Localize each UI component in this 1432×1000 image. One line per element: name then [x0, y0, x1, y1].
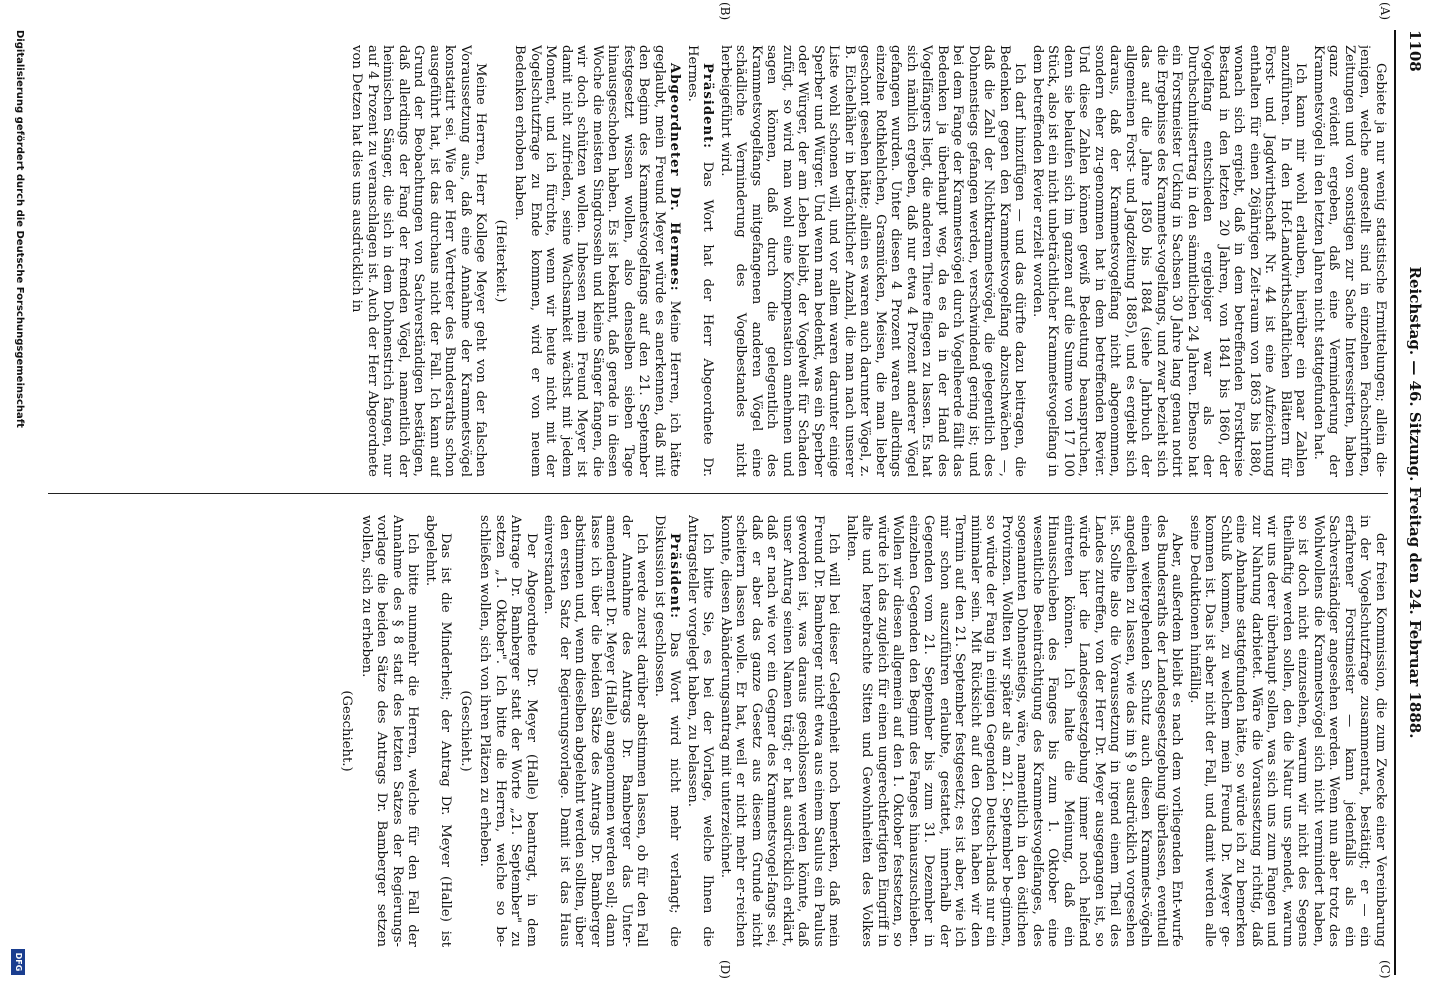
paragraph: Ich darf hinzufügen — und das dürfte dazu beitragen, die Bedenken gegen den Krammetsvogelfang abzuschwächen —, daß die Zahl der Nichtkrammetsvögel, die gelegentlich des Dohnenstiegs gefangen werden, verschwindend gering ist; und bei dem Fange der Krammetsvögel durch Vogelheerde fällt das Bedenken ja überhaupt weg, da es da in der Hand des Vogelfängers liegt, die anderen Thiere fliegen zu lassen. Es hat sich nämlich ergeben, daß nur etwa 4 Prozent anderer Vögel gefangen wurden. Unter diesen 4 Prozent waren allerdings einzelne Rothkehlchen, Grasmücken, Meisen, die man lieber geschont gesehen hätte; allein es waren auch darunter Vögel, z. B. Eichelhäher in beträchtlicher Anzahl, die man nach unserer Liste wohl schonen will, und vor allem waren darunter einige Sperber und Würger. Und wenn man bedenkt, was ein Sperber oder Würger, der am Leben bleibt, der Vogelwelt für Schaden zufügt, so wird man wohl eine Kompensation annehmen und sagen können, daß durch die gelegentlich des Krammetsvogelfangs mitgefangenen anderen Vögel eine schädliche Verminderung des Vogelbestandes nicht herbeigeführt wird. — [718, 45, 1028, 477]
column-divider — [48, 493, 1388, 494]
paragraph: Ich werde zuerst darüber abstimmen lassen, ob für den Fall der Annahme des Antrags Dr. Bamberger das Unter-amendement Dr. Meyer (Halle) angenommen werden soll; dann lasse ich über die beiden Sätze des Antrags Dr. Bamberger abstimmen und, wenn dieselben abgelehnt werden sollten, über den ersten Satz der Regierungsvorlage. Damit ist das Haus einverstanden. — [541, 515, 650, 947]
margin-mark-b: (B) — [718, 2, 732, 21]
speech-text: Das Wort hat der Herr Abgeordnete Dr. Hermes. — [685, 45, 716, 477]
speech-text: Das Wort wird nicht mehr verlangt; die Diskussion ist geschlossen. — [652, 515, 683, 947]
speaker-name: Präsident: — [700, 63, 716, 150]
dfg-logo: DFG — [11, 949, 25, 975]
digitization-footer — [7, 30, 25, 975]
remark: (Heiterkeit.) — [493, 219, 508, 303]
paragraph: Ich will bei dieser Gelegenheit noch bemerken, daß mein Freund Dr. Bamberger nicht etwa aus einem Saulus ein Paulus geworden ist, was daraus geschlossen werden könnte, daß unser Antrag seinen Namen trägt; er hat ausdrücklich erklärt, daß er nach wie vor ein Gegner des Krammetsvogel-fangs sei, daß er aber das ganze Gesetz aus diesem Grunde nicht scheitern lassen wolle. Er hat, weil er nicht mehr er-reichen konnte, diesen Abänderungsantrag mit unterzeichnet. — [718, 515, 842, 947]
speech — [652, 515, 683, 947]
paragraph: Das ist die Minderheit; der Antrag Dr. Meyer (Halle) ist abgelehnt. — [423, 515, 454, 947]
speech — [512, 45, 683, 477]
page-header — [1400, 30, 1424, 975]
margin-mark-d: (D) — [718, 960, 732, 979]
speaker-name: Abgeordneter Dr. Hermes: — [667, 63, 683, 292]
paragraph: Meine Herren, Herr Kollege Meyer geht von der falschen Voraussetzung aus, daß eine Annahme der Krammetsvögel konstatirt sei. Wie der Herr Vertreter des Bundesraths schon ausgeführt hat, ist das durchaus nicht der Fall. Ich kann auf Grund der Beobachtungen von Sachverständigen bestätigen, daß allerdings der Fang der fremden Vögel, namentlich der heimischen Sänger, die sich in dem Dohnenstrich fangen, nur auf 4 Prozent zu veranschlagen ist. Auch der Herr Abgeordnete von Detzen hat dies uns ausdrücklich in — [349, 45, 489, 477]
footer-text: Digitalisierung gefördert durch die Deutsche Forschungsgemeinschaft — [14, 30, 25, 428]
remark: (Geschieht.) — [339, 690, 355, 772]
paragraph: Der Abgeordnete Dr. Meyer (Halle) beantragt, in dem Antrage Dr. Bamberger statt der Worte „21. September" zu setzen „1. Oktober". Ich bitte die Herren, welche so be-schließen wollen, sich von ihren Plätzen zu erheben. — [477, 515, 539, 947]
speaker-name: Präsident: — [667, 533, 683, 620]
right-column — [33, 515, 1388, 947]
speech — [685, 45, 716, 477]
paragraph: Ich kann mir wohl erlauben, hierüber ein paar Zahlen anzuführen. In den Hof-Landwirthschaftlichen Blättern für Forst- und Jagdwirthschaft Nr. 44 ist eine Aufzeichnung enthalten für einen 26jährigen Zeit-raum von 1863 bis 1880, wonach sich ergiebt, daß in dem betreffenden Forstkreise Bestand in den letzten 20 Jahren, von 1841 bis 1860, der Vogelfang entschieden ergiebiger war als der Durchschnittsertrag in den sämmtlichen 24 Jahren. Ebenso hat ein Forstmeister Ucking in Sachsen 30 Jahre lang genau notirt die Ergebnisse des Krammets-vogelfangs, und zwar bezieht sich das auf die Jahre 1850 bis 1884 (siehe Jahrbuch der allgemeinen Forst- und Jagdzeitung 1885), und es ergiebt sich daraus, daß der Krammetsvogelfang nicht abgenommen, sondern eher zu-genommen hat in dem betreffenden Revier. Und diese Zahlen können gewiß Bedeutung beanspruchen, denn sie belaufen sich im ganzen auf die Summe von 17 100 Stück, also ist ein nicht unbeträchtlicher Krammetsvogelfang in dem betreffenden Revier erzielt worden. — [1030, 45, 1309, 477]
header-rule — [1394, 30, 1396, 975]
margin-mark-c: (C) — [1378, 960, 1392, 979]
paragraph: Aber, außerdem bleibt es nach dem vorliegenden Ent-wurfe des Bundesraths der Landesgesetzgebung überlassen, eventuell einen weitergehenden Schutz auch diesen Krammets-vögeln angedeihen zu lassen, wie das im § 9 ausdrücklich vorgesehen ist. Sollte also die Voraussetzung in irgend einem Theil des Landes zutreffen, von der Herr Dr. Meyer ausgegangen ist, so würde hier die Landesgesetzgebung immer noch helfend eintreten können. Ich halte die Meinung, daß ein Hinausschieben des Fanges bis zum 1. Oktober eine wesentliche Beeinträchtigung des Krammetsvogelfanges, des sogenannten Dohnenstiegs, wäre, namentlich in den östlichen Provinzen. Wollten wir später als am 21. September be-ginnen, so würde der Fang in einigen Gegenden Deutsch-lands nur ein minimaler sein. Mit Rücksicht auf den Osten haben wir den Termin auf den 21. September festgesetzt; es ist aber, wie ich mir schon auszuführen erlaubte, gestattet, innerhalb der Gegenden vom 21. September bis zum 31. Dezember in einzelnen Gegenden den Beginn des Fanges hinauszuschieben. Wollen wir diesen allgemein auf den 1. Oktober festsetzen, so würde ich das zugleich für einen ungerechtfertigten Eingriff in alte und hergebrachte Sitten und Gewohnheiten des Volkes halten. — [844, 515, 1185, 947]
paragraph: Gebiete ja nur wenig statistische Ermittelungen; allein die-jenigen, welche angestellt sind in einzelnen Fachschriften, Zeitungen und von sonstigen zur Sache Interessirten, haben ganz evident ergeben, daß eine Verminderung der Krammetsvögel in den letzten Jahren nicht stattgefunden hat. — [1311, 45, 1388, 477]
left-column — [33, 45, 1388, 477]
paragraph: Ich bitte Sie, es bei der Vorlage, welche Ihnen die Antragsteller vorgelegt haben, zu belassen. — [685, 515, 716, 947]
remark: (Geschieht.) — [458, 690, 473, 772]
paragraph: Ich bitte nunmehr die Herren, welche für den Fall der Annahme des § 8 statt des letzten Satzes der Regierungs-vorlage die beiden Sätze des Antrags Dr. Bamberger setzen wollen, sich zu erheben. — [359, 515, 421, 947]
page-number: 1108 — [1406, 30, 1424, 72]
margin-mark-a: (A) — [1378, 2, 1392, 21]
speech-text: Meine Herren, ich hätte geglaubt, mein Freund Meyer würde es anerkennen, daß mit den Beginn des Krammetsvogelfangs auf den 21. September festgesetzt wissen wollen, also denselben sieben Tage hinausgeschoben haben. Es ist bekannt, daß gerade in diesen Woche die meisten Singdrosseln und kleine Sänger fangen, die wir doch schützen wollen. Inbessen mein Freund Meyer ist damit nicht zufrieden, seine Wachsamkeit wächst mit jedem Moment, und ich fürchte, wenn wir heute nicht mit der Vogelschutzfrage zu Ende kommen, wird er von neuem Bedenken erhoben haben. — [512, 45, 683, 477]
paragraph: der freien Kommission, die zum Zwecke einer Vereinbarung in der Vogelschutzfrage zusammentrat, bestätigt; er — ein erfahrener Forstmeister — kann jedenfalls als ein Sachverständiger angesehen werden. Wenn nun aber trotz des Wohlwollens die Krammetsvögel sich nicht vermindert haben, so ist doch nicht einzusehen, warum wir nicht des Segens theilhaftig werden sollen, den die Natur uns spendet, warum wir uns derer überhaupt sollen, was sich uns zum Fangen und zur Nahrung darbietet. Wäre die Voraussetzung richtig, daß eine Abnahme stattgefunden hätte, so würde ich zu bemerken Schluß kommen, zu welchem mein Freund Dr. Meyer ge-kommen ist. Das ist aber nicht der Fall, und damit werden alle seine Deduktionen hinfällig. — [1187, 515, 1388, 947]
page-title: Reichstag. — 46. Sitzung. Freitag den 24. Februar 1888. — [1406, 266, 1424, 739]
